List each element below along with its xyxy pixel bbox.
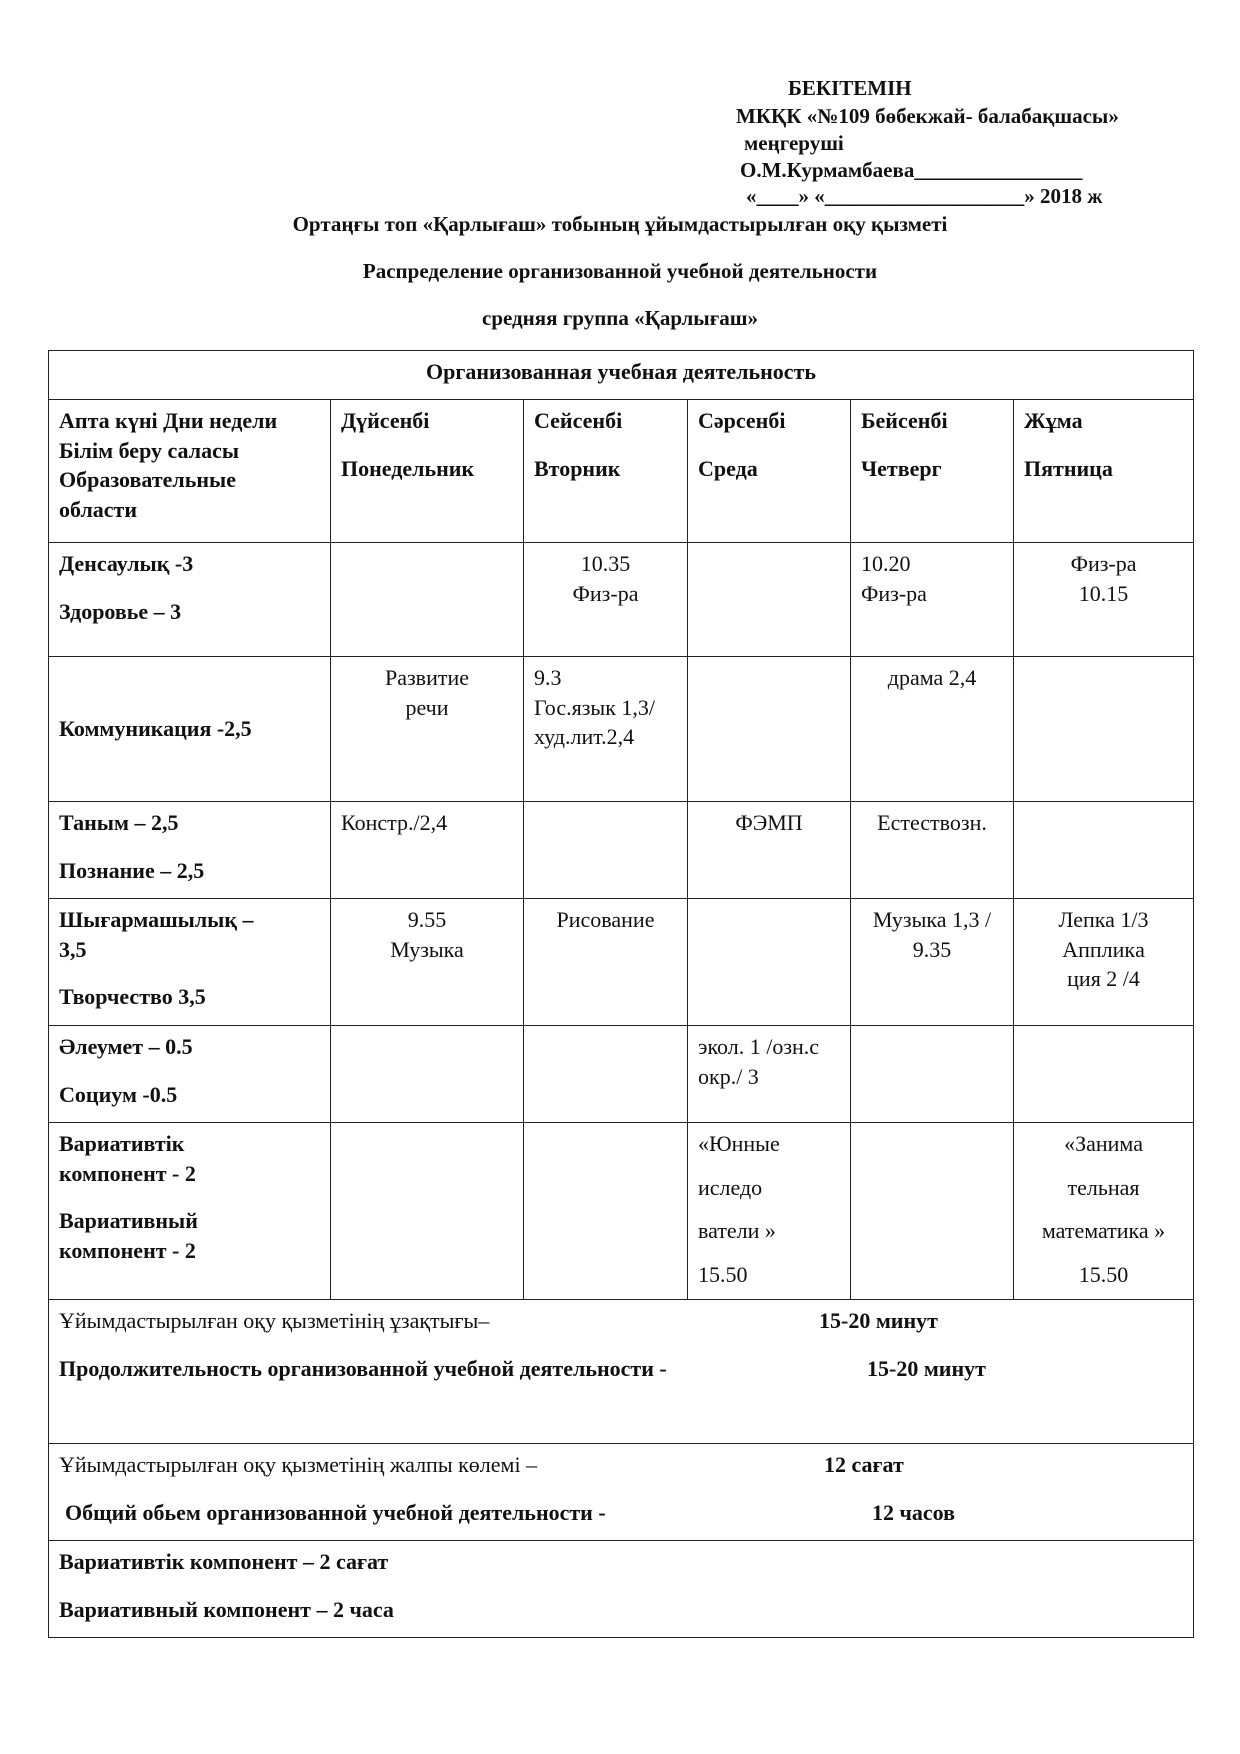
header-day-thu (851, 400, 1014, 543)
cell-line: Музыка 1,3 / (872, 907, 992, 932)
cell (331, 802, 524, 899)
cell-line: «Занима (1064, 1131, 1143, 1156)
volume-ru-value: 12 часов (872, 1500, 956, 1525)
cell-line: 15.50 (698, 1262, 748, 1288)
day-kz: Дүйсенбі (341, 408, 430, 433)
variative-kz: Вариативтік компонент – 2 сағат (59, 1549, 389, 1574)
cell-line: 10.15 (1078, 580, 1129, 606)
approval-title: БЕКІТЕМІН (788, 76, 912, 100)
header-area-line: Образовательные (59, 467, 236, 493)
cell-line: худ.лит.2,4 (534, 724, 635, 750)
day-kz: Сәрсенбі (698, 408, 786, 433)
schedule-table (48, 350, 1194, 1638)
title-kz: Ортаңғы топ «Қарлығаш» тобының ұйымдастырылған оқу қызметі (292, 212, 948, 236)
cell-line: Физ-ра (572, 580, 639, 606)
approval-role: меңгеруші (744, 131, 844, 155)
cell (331, 1123, 524, 1300)
cell (851, 657, 1014, 802)
duration-ru: Продолжительность организованной учебной деятельности - (59, 1356, 667, 1381)
header-area-line: Білім беру саласы (59, 437, 240, 463)
cell (331, 543, 524, 657)
area-cell (49, 543, 331, 657)
area-line: Коммуникация -2,5 (59, 716, 252, 742)
cell-line: математика » (1041, 1218, 1166, 1244)
cell-line: ФЭМП (735, 810, 803, 835)
area-line: Социум -0.5 (59, 1081, 178, 1107)
area-line: Вариативный (59, 1208, 198, 1234)
cell-line: 9.3 (534, 665, 562, 690)
area-line: Әлеумет – 0.5 (59, 1034, 193, 1059)
footer-volume-cell (49, 1444, 1194, 1541)
volume-ru: Общий обьем организованной учебной деятельности - (65, 1500, 606, 1525)
cell (851, 543, 1014, 657)
cell-line: Констр./2,4 (341, 810, 448, 835)
duration-ru-value: 15-20 минут (867, 1356, 986, 1381)
cell (1014, 802, 1194, 899)
cell-line: Развитие (384, 665, 469, 690)
cell (524, 1026, 688, 1123)
area-cell (49, 802, 331, 899)
cell (688, 1026, 851, 1123)
area-line: Здоровье – 3 (59, 598, 182, 624)
cell (1014, 1026, 1194, 1123)
variative-ru: Вариативный компонент – 2 часа (59, 1596, 394, 1622)
cell-line: окр./ 3 (698, 1063, 759, 1089)
cell-line: тельная (1067, 1174, 1140, 1200)
footer-duration-row (49, 1300, 1194, 1444)
cell-line: драма 2,4 (887, 665, 977, 690)
cell (331, 657, 524, 802)
cell-line: иследо (698, 1174, 763, 1200)
area-line: Шығармашылық – (59, 907, 254, 932)
cell (524, 1123, 688, 1300)
area-line: Творчество 3,5 (59, 984, 206, 1010)
table-row (49, 1123, 1194, 1300)
cell-line: ция 2 /4 (1067, 966, 1140, 992)
area-line: Познание – 2,5 (59, 857, 205, 883)
header-day-fri (1014, 400, 1194, 543)
cell-line: Музыка (390, 936, 464, 962)
table-row (49, 802, 1194, 899)
cell (851, 1123, 1014, 1300)
duration-kz: Ұйымдастырылған оқу қызметінің ұзақтығы– (59, 1308, 490, 1333)
area-line: Денсаулық -3 (59, 551, 194, 576)
cell (524, 543, 688, 657)
cell-line: Естествозн. (877, 810, 987, 835)
cell (524, 657, 688, 802)
cell-line: 10.20 (861, 551, 911, 576)
cell (1014, 1123, 1194, 1300)
cell-line: Физ-ра (861, 580, 927, 606)
header-day-mon (331, 400, 524, 543)
header-area-line: Апта күні Дни недели (59, 408, 278, 433)
day-kz: Бейсенбі (861, 408, 948, 433)
footer-variative-row (49, 1541, 1194, 1638)
day-ru: Понедельник (341, 455, 475, 481)
title-ru-2: средняя группа «Қарлығаш» (482, 306, 758, 330)
approval-org: МКҚК «№109 бөбекжай- балабақшасы» (736, 104, 1119, 128)
cell-line: «Юнные (698, 1131, 780, 1156)
area-line: Вариативтік (59, 1131, 185, 1156)
area-line: компонент - 2 (59, 1160, 196, 1186)
cell (1014, 657, 1194, 802)
header-area-cell (49, 400, 331, 543)
cell-line: Аппликa (1062, 936, 1145, 962)
table-row (49, 657, 1194, 802)
header-area-line: области (59, 497, 138, 523)
cell (688, 543, 851, 657)
header-row (49, 400, 1194, 543)
volume-kz: Ұйымдастырылған оқу қызметінің жалпы көлемі – (59, 1452, 538, 1477)
title-ru-1: Распределение организованной учебной деятельности (362, 259, 878, 283)
approval-date: «____» «___________________» 2018 ж (746, 184, 1103, 208)
area-cell (49, 1123, 331, 1300)
cell-line: 9.35 (912, 936, 952, 962)
cell (688, 657, 851, 802)
cell-line: экол. 1 /озн.с (698, 1034, 820, 1059)
header-day-wed (688, 400, 851, 543)
table-row (49, 1026, 1194, 1123)
cell-line: Лепка 1/3 (1058, 907, 1149, 932)
day-kz: Сейсенбі (534, 408, 623, 433)
cell (688, 899, 851, 1026)
cell (331, 1026, 524, 1123)
cell-line: Физ-ра (1070, 551, 1137, 576)
cell-line: Рисование (556, 907, 655, 932)
cell-line: Гос.язык 1,3/ (534, 694, 655, 720)
day-ru: Вторник (534, 455, 621, 481)
duration-kz-value: 15-20 минут (819, 1308, 938, 1333)
table-row (49, 899, 1194, 1026)
area-line: компонент - 2 (59, 1238, 196, 1264)
cell (524, 802, 688, 899)
footer-volume-row (49, 1444, 1194, 1541)
area-line: Таным – 2,5 (59, 810, 179, 835)
day-ru: Четверг (861, 455, 942, 481)
table-row (49, 543, 1194, 657)
cell (1014, 899, 1194, 1026)
area-cell (49, 657, 331, 802)
cell-line: ватели » (698, 1218, 776, 1244)
cell (1014, 543, 1194, 657)
cell (331, 899, 524, 1026)
area-cell (49, 1026, 331, 1123)
table-caption: Организованная учебная деятельность (49, 351, 1194, 400)
header-day-tue (524, 400, 688, 543)
cell-line: 10.35 (580, 551, 631, 576)
volume-kz-value: 12 сағат (824, 1452, 904, 1477)
cell-line: 9.55 (407, 907, 447, 932)
area-cell (49, 899, 331, 1026)
footer-variative-cell (49, 1541, 1194, 1638)
area-line: 3,5 (59, 936, 87, 962)
cell (688, 802, 851, 899)
cell (688, 1123, 851, 1300)
cell-line: речи (405, 694, 449, 720)
cell (851, 899, 1014, 1026)
day-ru: Пятница (1024, 455, 1113, 481)
day-ru: Среда (698, 455, 758, 481)
approval-signer: О.М.Курмамбаева________________ (740, 158, 1083, 182)
cell (851, 802, 1014, 899)
cell (851, 1026, 1014, 1123)
day-kz: Жұма (1024, 408, 1083, 433)
cell-line: 15.50 (1078, 1262, 1129, 1288)
cell (524, 899, 688, 1026)
footer-duration-cell (49, 1300, 1194, 1444)
